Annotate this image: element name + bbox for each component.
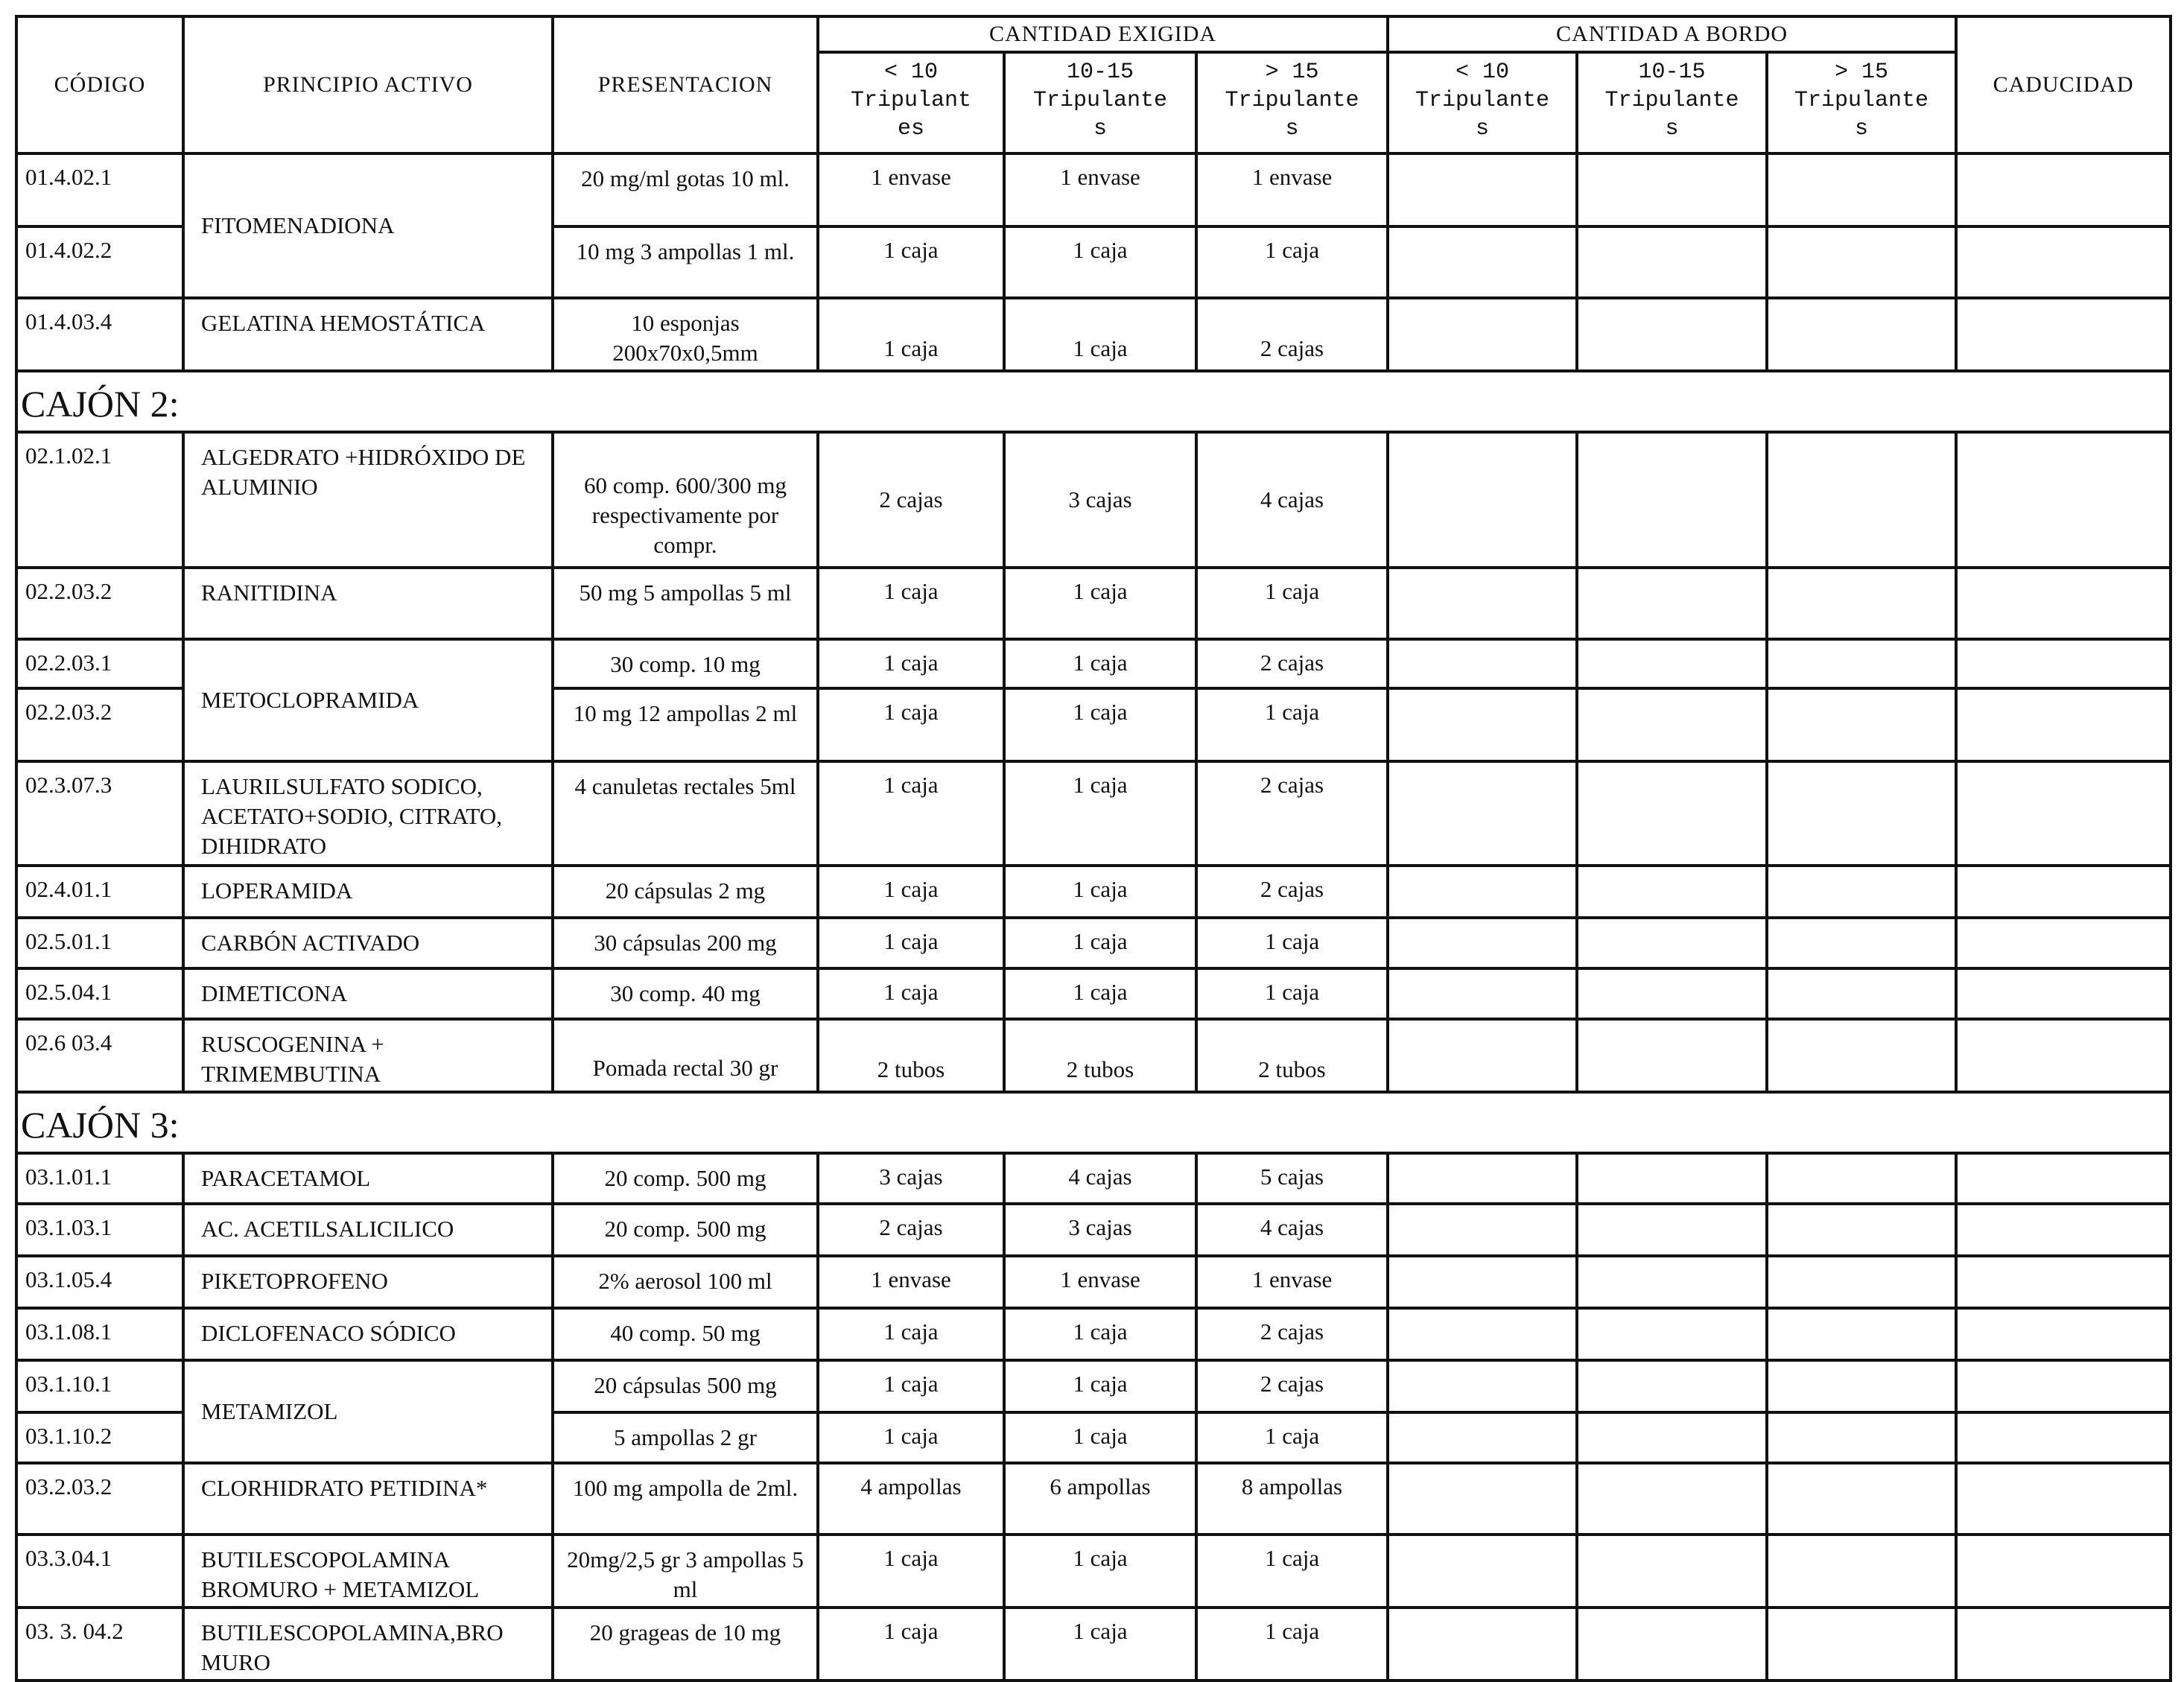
qty-exigida-gt15: 1 envase xyxy=(1196,1256,1388,1308)
principle-cell: AC. ACETILSALICILICO xyxy=(183,1204,553,1256)
qty-bordo-gt15[interactable] xyxy=(1767,1204,1956,1256)
qty-exigida-10-15: 1 caja xyxy=(1004,968,1196,1019)
header-line: s xyxy=(1665,116,1679,142)
qty-bordo-gt15[interactable] xyxy=(1767,918,1956,968)
caducidad-cell[interactable] xyxy=(1956,568,2171,639)
code-cell: 02.2.03.2 xyxy=(16,568,183,639)
qty-exigida-lt10: 1 envase xyxy=(818,153,1004,226)
caducidad-cell[interactable] xyxy=(1956,298,2171,371)
table-row xyxy=(16,968,2171,1019)
code-cell: 01.4.03.4 xyxy=(16,298,183,371)
qty-bordo-lt10[interactable] xyxy=(1388,968,1577,1019)
header-line: s xyxy=(1093,116,1107,142)
qty-bordo-gt15[interactable] xyxy=(1767,1019,1956,1092)
qty-exigida-10-15: 1 caja xyxy=(1004,568,1196,639)
caducidad-cell[interactable] xyxy=(1956,1308,2171,1360)
code-cell: 02.3.07.3 xyxy=(16,761,183,866)
principle-cell: DIMETICONA xyxy=(183,968,553,1019)
qty-bordo-10-15[interactable] xyxy=(1577,1463,1767,1535)
code-cell: 01.4.02.1 xyxy=(16,153,183,226)
caducidad-cell[interactable] xyxy=(1956,866,2171,918)
qty-bordo-10-15[interactable] xyxy=(1577,153,1767,226)
caducidad-cell[interactable] xyxy=(1956,226,2171,298)
principle-cell: LOPERAMIDA xyxy=(183,866,553,918)
code-cell: 02.4.01.1 xyxy=(16,866,183,918)
principle-cell: METOCLOPRAMIDA xyxy=(183,639,553,761)
caducidad-cell[interactable] xyxy=(1956,968,2171,1019)
qty-exigida-lt10: 1 caja xyxy=(818,1308,1004,1360)
section-row xyxy=(16,1092,2171,1153)
qty-bordo-gt15[interactable] xyxy=(1767,298,1956,371)
qty-exigida-gt15: 2 cajas xyxy=(1196,866,1388,918)
qty-bordo-lt10[interactable] xyxy=(1388,1608,1577,1681)
principle-cell: GELATINA HEMOSTÁTICA xyxy=(183,298,553,371)
section-row xyxy=(16,371,2171,432)
qty-exigida-gt15: 1 caja xyxy=(1196,568,1388,639)
presentation-cell: 10 mg 3 ampollas 1 ml. xyxy=(553,226,818,298)
header-bordo-10-15 xyxy=(1577,52,1767,153)
qty-bordo-gt15[interactable] xyxy=(1767,1360,1956,1412)
header-line: < 10 xyxy=(883,60,938,85)
header-cantidad-a-bordo: CANTIDAD A BORDO xyxy=(1388,16,1956,52)
qty-exigida-gt15: 1 caja xyxy=(1196,918,1388,968)
qty-bordo-gt15[interactable] xyxy=(1767,1608,1956,1681)
qty-bordo-lt10[interactable] xyxy=(1388,1019,1577,1092)
caducidad-cell[interactable] xyxy=(1956,1204,2171,1256)
table-row xyxy=(16,568,2171,639)
qty-exigida-gt15: 1 caja xyxy=(1196,1535,1388,1608)
qty-exigida-10-15: 3 cajas xyxy=(1004,432,1196,568)
header-line: Tripulante xyxy=(1604,88,1739,113)
qty-bordo-gt15[interactable] xyxy=(1767,432,1956,568)
qty-exigida-gt15: 1 caja xyxy=(1196,226,1388,298)
principle-cell: RUSCOGENINA + TRIMEMBUTINA xyxy=(183,1019,553,1092)
presentation-cell: 10 esponjas 200x70x0,5mm xyxy=(553,298,818,371)
header-line: Tripulante xyxy=(1794,88,1929,113)
presentation-cell: 30 comp. 40 mg xyxy=(553,968,818,1019)
caducidad-cell[interactable] xyxy=(1956,761,2171,866)
qty-bordo-gt15[interactable] xyxy=(1767,1308,1956,1360)
qty-bordo-10-15[interactable] xyxy=(1577,1535,1767,1608)
qty-exigida-lt10: 2 tubos xyxy=(818,1019,1004,1092)
qty-exigida-gt15: 8 ampollas xyxy=(1196,1463,1388,1535)
caducidad-cell[interactable] xyxy=(1956,688,2171,761)
principle-cell: ALGEDRATO +HIDRÓXIDO DE ALUMINIO xyxy=(183,432,553,568)
qty-bordo-10-15[interactable] xyxy=(1577,568,1767,639)
qty-bordo-gt15[interactable] xyxy=(1767,1256,1956,1308)
qty-exigida-10-15: 1 caja xyxy=(1004,1535,1196,1608)
header-codigo: CÓDIGO xyxy=(16,16,183,153)
table-row xyxy=(16,918,2171,968)
presentation-cell: 5 ampollas 2 gr xyxy=(553,1412,818,1463)
table-row xyxy=(16,1360,2171,1412)
qty-bordo-gt15[interactable] xyxy=(1767,1463,1956,1535)
header-line: Tripulant xyxy=(850,88,972,113)
header-row-1 xyxy=(16,16,2171,52)
qty-bordo-10-15[interactable] xyxy=(1577,1608,1767,1681)
presentation-cell: 50 mg 5 ampollas 5 ml xyxy=(553,568,818,639)
qty-bordo-gt15[interactable] xyxy=(1767,1412,1956,1463)
header-line: s xyxy=(1285,116,1299,142)
code-cell: 02.2.03.2 xyxy=(16,688,183,761)
code-cell: 03.1.05.4 xyxy=(16,1256,183,1308)
presentation-cell: 20 mg/ml gotas 10 ml. xyxy=(553,153,818,226)
code-cell: 03.1.08.1 xyxy=(16,1308,183,1360)
qty-bordo-gt15[interactable] xyxy=(1767,1535,1956,1608)
qty-exigida-10-15: 3 cajas xyxy=(1004,1204,1196,1256)
qty-bordo-lt10[interactable] xyxy=(1388,432,1577,568)
principle-cell: LAURILSULFATO SODICO, ACETATO+SODIO, CITRATO, DIHIDRATO xyxy=(183,761,553,866)
caducidad-cell[interactable] xyxy=(1956,1256,2171,1308)
qty-exigida-lt10: 1 caja xyxy=(818,1535,1004,1608)
qty-bordo-lt10[interactable] xyxy=(1388,761,1577,866)
caducidad-cell[interactable] xyxy=(1956,1019,2171,1092)
qty-exigida-lt10: 1 caja xyxy=(818,568,1004,639)
code-cell: 02.6 03.4 xyxy=(16,1019,183,1092)
header-line: 10-15 xyxy=(1638,60,1706,85)
presentation-cell: 20 comp. 500 mg xyxy=(553,1153,818,1204)
header-line: Tripulante xyxy=(1225,88,1359,113)
qty-bordo-gt15[interactable] xyxy=(1767,639,1956,688)
qty-bordo-lt10[interactable] xyxy=(1388,1463,1577,1535)
qty-exigida-10-15: 1 caja xyxy=(1004,226,1196,298)
principle-cell: BUTILESCOPOLAMINA,BRO MURO xyxy=(183,1608,553,1681)
qty-exigida-gt15: 2 cajas xyxy=(1196,1308,1388,1360)
qty-bordo-gt15[interactable] xyxy=(1767,688,1956,761)
qty-bordo-lt10[interactable] xyxy=(1388,866,1577,918)
qty-bordo-10-15[interactable] xyxy=(1577,968,1767,1019)
principle-cell: CLORHIDRATO PETIDINA* xyxy=(183,1463,553,1535)
presentation-cell: 4 canuletas rectales 5ml xyxy=(553,761,818,866)
caducidad-cell[interactable] xyxy=(1956,1412,2171,1463)
qty-bordo-lt10[interactable] xyxy=(1388,1153,1577,1204)
qty-exigida-gt15: 4 cajas xyxy=(1196,1204,1388,1256)
qty-exigida-10-15: 1 envase xyxy=(1004,153,1196,226)
qty-bordo-lt10[interactable] xyxy=(1388,1535,1577,1608)
qty-bordo-10-15[interactable] xyxy=(1577,1019,1767,1092)
qty-exigida-gt15: 1 envase xyxy=(1196,153,1388,226)
qty-exigida-10-15: 2 tubos xyxy=(1004,1019,1196,1092)
presentation-cell: 20mg/2,5 gr 3 ampollas 5 ml xyxy=(553,1535,818,1608)
qty-exigida-lt10: 1 caja xyxy=(818,1412,1004,1463)
qty-bordo-10-15[interactable] xyxy=(1577,1412,1767,1463)
caducidad-cell[interactable] xyxy=(1956,432,2171,568)
qty-exigida-10-15: 1 caja xyxy=(1004,639,1196,688)
qty-bordo-lt10[interactable] xyxy=(1388,688,1577,761)
qty-exigida-gt15: 1 caja xyxy=(1196,968,1388,1019)
qty-exigida-lt10: 1 caja xyxy=(818,968,1004,1019)
header-line: > 15 xyxy=(1265,60,1319,85)
header-line: < 10 xyxy=(1456,60,1510,85)
table-row xyxy=(16,1204,2171,1256)
medication-table xyxy=(15,15,2172,1682)
presentation-cell: 20 cápsulas 2 mg xyxy=(553,866,818,918)
qty-bordo-10-15[interactable] xyxy=(1577,918,1767,968)
qty-exigida-10-15: 1 caja xyxy=(1004,1608,1196,1681)
code-cell: 02.2.03.1 xyxy=(16,639,183,688)
header-line: s xyxy=(1855,116,1869,142)
principle-cell: BUTILESCOPOLAMINA BROMURO + METAMIZOL xyxy=(183,1535,553,1608)
header-line: s xyxy=(1476,116,1490,142)
code-cell: 03.1.10.1 xyxy=(16,1360,183,1412)
code-cell: 02.1.02.1 xyxy=(16,432,183,568)
code-cell: 03.2.03.2 xyxy=(16,1463,183,1535)
qty-exigida-lt10: 1 caja xyxy=(818,918,1004,968)
header-line: Tripulante xyxy=(1415,88,1550,113)
qty-exigida-gt15: 1 caja xyxy=(1196,688,1388,761)
principle-cell: CARBÓN ACTIVADO xyxy=(183,918,553,968)
caducidad-cell[interactable] xyxy=(1956,1463,2171,1535)
qty-exigida-lt10: 3 cajas xyxy=(818,1153,1004,1204)
qty-exigida-lt10: 1 caja xyxy=(818,761,1004,866)
code-cell: 01.4.02.2 xyxy=(16,226,183,298)
qty-exigida-10-15: 4 cajas xyxy=(1004,1153,1196,1204)
presentation-cell: 40 comp. 50 mg xyxy=(553,1308,818,1360)
table-row xyxy=(16,761,2171,866)
header-bordo-gt15 xyxy=(1767,52,1956,153)
principle-cell: PIKETOPROFENO xyxy=(183,1256,553,1308)
qty-bordo-lt10[interactable] xyxy=(1388,226,1577,298)
code-cell: 02.5.04.1 xyxy=(16,968,183,1019)
presentation-cell: 100 mg ampolla de 2ml. xyxy=(553,1463,818,1535)
qty-exigida-10-15: 1 caja xyxy=(1004,761,1196,866)
presentation-cell: Pomada rectal 30 gr xyxy=(553,1019,818,1092)
table-row xyxy=(16,432,2171,568)
section-title: CAJÓN 3: xyxy=(16,1092,2171,1153)
header-presentacion: PRESENTACION xyxy=(553,16,818,153)
qty-exigida-gt15: 4 cajas xyxy=(1196,432,1388,568)
qty-exigida-gt15: 1 caja xyxy=(1196,1412,1388,1463)
caducidad-cell[interactable] xyxy=(1956,1535,2171,1608)
caducidad-cell[interactable] xyxy=(1956,153,2171,226)
qty-bordo-lt10[interactable] xyxy=(1388,1204,1577,1256)
qty-bordo-10-15[interactable] xyxy=(1577,1256,1767,1308)
caducidad-cell[interactable] xyxy=(1956,1608,2171,1681)
caducidad-cell[interactable] xyxy=(1956,1153,2171,1204)
code-cell: 03.1.03.1 xyxy=(16,1204,183,1256)
caducidad-cell[interactable] xyxy=(1956,1360,2171,1412)
qty-exigida-lt10: 1 caja xyxy=(818,226,1004,298)
code-cell: 02.5.01.1 xyxy=(16,918,183,968)
presentation-cell: 20 comp. 500 mg xyxy=(553,1204,818,1256)
principle-cell: METAMIZOL xyxy=(183,1360,553,1463)
qty-bordo-10-15[interactable] xyxy=(1577,688,1767,761)
table-row xyxy=(16,866,2171,918)
principle-cell: PARACETAMOL xyxy=(183,1153,553,1204)
header-exigida-10-15 xyxy=(1004,52,1196,153)
qty-bordo-gt15[interactable] xyxy=(1767,761,1956,866)
table-row xyxy=(16,153,2171,226)
header-principio-activo: PRINCIPIO ACTIVO xyxy=(183,16,553,153)
header-exigida-gt15 xyxy=(1196,52,1388,153)
principle-cell: RANITIDINA xyxy=(183,568,553,639)
qty-bordo-10-15[interactable] xyxy=(1577,639,1767,688)
header-exigida-lt10 xyxy=(818,52,1004,153)
qty-bordo-10-15[interactable] xyxy=(1577,432,1767,568)
table-row xyxy=(16,1463,2171,1535)
qty-exigida-gt15: 1 caja xyxy=(1196,1608,1388,1681)
qty-bordo-10-15[interactable] xyxy=(1577,761,1767,866)
qty-exigida-gt15: 2 cajas xyxy=(1196,1360,1388,1412)
table-row xyxy=(16,1535,2171,1608)
header-line: 10-15 xyxy=(1066,60,1134,85)
qty-bordo-10-15[interactable] xyxy=(1577,1308,1767,1360)
qty-exigida-gt15: 5 cajas xyxy=(1196,1153,1388,1204)
presentation-cell: 30 comp. 10 mg xyxy=(553,639,818,688)
qty-bordo-lt10[interactable] xyxy=(1388,1360,1577,1412)
qty-bordo-gt15[interactable] xyxy=(1767,153,1956,226)
qty-exigida-lt10: 2 cajas xyxy=(818,1204,1004,1256)
code-cell: 03. 3. 04.2 xyxy=(16,1608,183,1681)
qty-bordo-lt10[interactable] xyxy=(1388,1412,1577,1463)
qty-exigida-10-15: 1 caja xyxy=(1004,298,1196,371)
table-row xyxy=(16,298,2171,371)
qty-bordo-gt15[interactable] xyxy=(1767,1153,1956,1204)
qty-bordo-gt15[interactable] xyxy=(1767,568,1956,639)
qty-bordo-gt15[interactable] xyxy=(1767,226,1956,298)
table-row xyxy=(16,1256,2171,1308)
qty-exigida-10-15: 1 envase xyxy=(1004,1256,1196,1308)
qty-bordo-lt10[interactable] xyxy=(1388,1256,1577,1308)
qty-bordo-lt10[interactable] xyxy=(1388,1308,1577,1360)
presentation-cell: 60 comp. 600/300 mg respectivamente por compr. xyxy=(553,432,818,568)
caducidad-cell[interactable] xyxy=(1956,639,2171,688)
qty-exigida-lt10: 1 caja xyxy=(818,688,1004,761)
qty-bordo-10-15[interactable] xyxy=(1577,866,1767,918)
qty-exigida-lt10: 1 caja xyxy=(818,639,1004,688)
qty-exigida-lt10: 4 ampollas xyxy=(818,1463,1004,1535)
table-row xyxy=(16,1308,2171,1360)
qty-bordo-gt15[interactable] xyxy=(1767,866,1956,918)
header-line: > 15 xyxy=(1835,60,1889,85)
code-cell: 03.1.01.1 xyxy=(16,1153,183,1204)
qty-bordo-lt10[interactable] xyxy=(1388,153,1577,226)
qty-bordo-lt10[interactable] xyxy=(1388,639,1577,688)
qty-exigida-lt10: 1 caja xyxy=(818,1608,1004,1681)
presentation-cell: 20 cápsulas 500 mg xyxy=(553,1360,818,1412)
presentation-cell: 20 grageas de 10 mg xyxy=(553,1608,818,1681)
qty-exigida-10-15: 1 caja xyxy=(1004,688,1196,761)
qty-exigida-lt10: 1 caja xyxy=(818,866,1004,918)
qty-exigida-10-15: 1 caja xyxy=(1004,1412,1196,1463)
caducidad-cell[interactable] xyxy=(1956,918,2171,968)
principle-cell: FITOMENADIONA xyxy=(183,153,553,298)
qty-exigida-gt15: 2 cajas xyxy=(1196,298,1388,371)
presentation-cell: 10 mg 12 ampollas 2 ml xyxy=(553,688,818,761)
code-cell: 03.1.10.2 xyxy=(16,1412,183,1463)
qty-bordo-gt15[interactable] xyxy=(1767,968,1956,1019)
table-row xyxy=(16,1019,2171,1092)
header-line: es xyxy=(897,116,924,142)
code-cell: 03.3.04.1 xyxy=(16,1535,183,1608)
qty-exigida-gt15: 2 cajas xyxy=(1196,761,1388,866)
qty-exigida-gt15: 2 cajas xyxy=(1196,639,1388,688)
qty-exigida-gt15: 2 tubos xyxy=(1196,1019,1388,1092)
qty-bordo-10-15[interactable] xyxy=(1577,298,1767,371)
qty-bordo-lt10[interactable] xyxy=(1388,298,1577,371)
header-line: Tripulante xyxy=(1032,88,1168,113)
qty-exigida-lt10: 2 cajas xyxy=(818,432,1004,568)
qty-exigida-10-15: 1 caja xyxy=(1004,1360,1196,1412)
presentation-cell: 30 cápsulas 200 mg xyxy=(553,918,818,968)
qty-bordo-10-15[interactable] xyxy=(1577,1153,1767,1204)
qty-exigida-lt10: 1 caja xyxy=(818,298,1004,371)
qty-exigida-lt10: 1 caja xyxy=(818,1360,1004,1412)
qty-exigida-lt10: 1 envase xyxy=(818,1256,1004,1308)
presentation-cell: 2% aerosol 100 ml xyxy=(553,1256,818,1308)
qty-exigida-10-15: 1 caja xyxy=(1004,918,1196,968)
qty-bordo-lt10[interactable] xyxy=(1388,918,1577,968)
section-title: CAJÓN 2: xyxy=(16,371,2171,432)
qty-bordo-10-15[interactable] xyxy=(1577,1204,1767,1256)
qty-bordo-10-15[interactable] xyxy=(1577,226,1767,298)
qty-exigida-10-15: 1 caja xyxy=(1004,1308,1196,1360)
qty-exigida-10-15: 6 ampollas xyxy=(1004,1463,1196,1535)
header-cantidad-exigida: CANTIDAD EXIGIDA xyxy=(818,16,1388,52)
qty-bordo-10-15[interactable] xyxy=(1577,1360,1767,1412)
qty-bordo-lt10[interactable] xyxy=(1388,568,1577,639)
header-bordo-lt10 xyxy=(1388,52,1577,153)
principle-cell: DICLOFENACO SÓDICO xyxy=(183,1308,553,1360)
header-caducidad: CADUCIDAD xyxy=(1956,16,2171,153)
table-row xyxy=(16,1153,2171,1204)
table-row xyxy=(16,1608,2171,1681)
table-row xyxy=(16,639,2171,688)
qty-exigida-10-15: 1 caja xyxy=(1004,866,1196,918)
